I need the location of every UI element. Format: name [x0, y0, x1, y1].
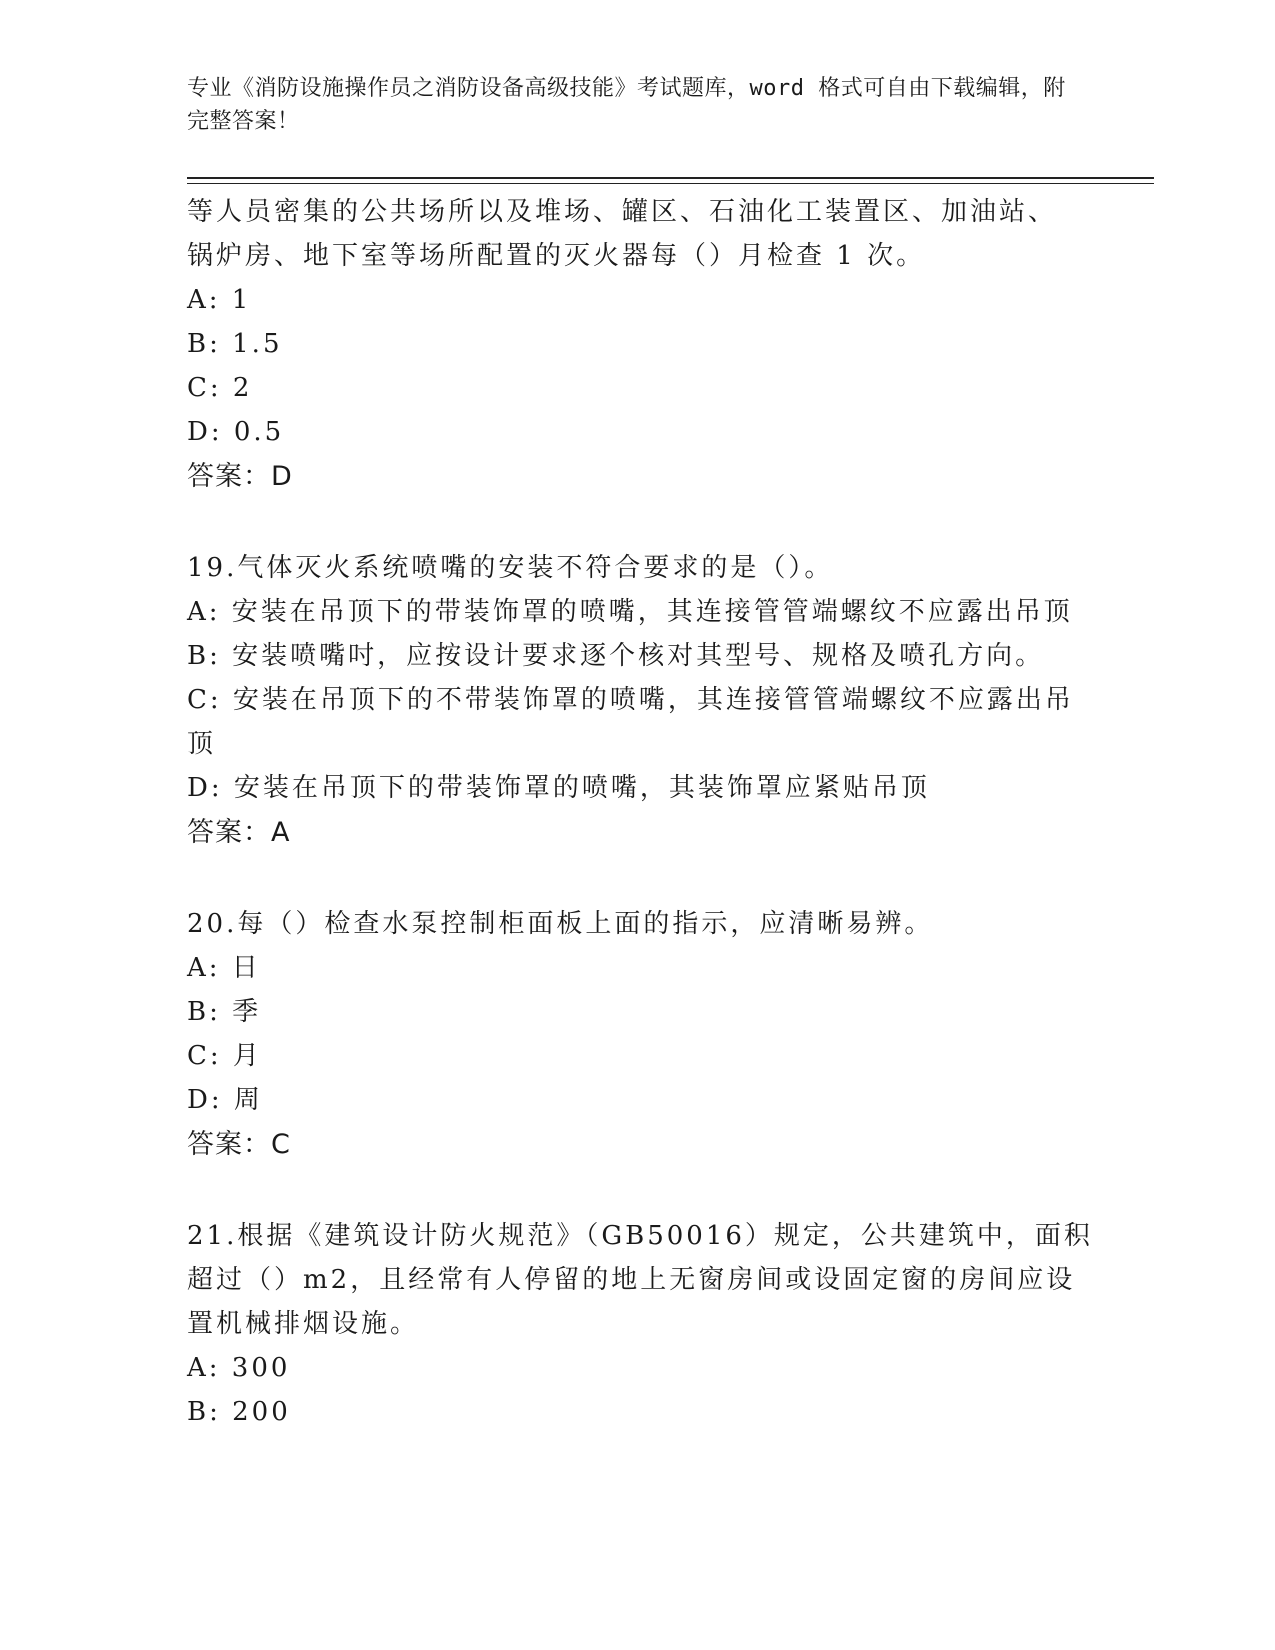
- option-c: C: 月: [187, 1041, 262, 1071]
- option-c-continuation: 顶: [187, 729, 217, 759]
- header-text: 专业《消防设施操作员之消防设备高级技能》考试题库，word 格式可自由下载编辑，附完整答案！: [187, 76, 1066, 134]
- question-stem-line: 锅炉房、地下室等场所配置的灭火器每（）月检查 1 次。: [187, 241, 926, 271]
- option-a: A: 日: [187, 953, 261, 983]
- answer: 答案：C: [187, 1129, 291, 1160]
- option-d: D: 0.5: [187, 417, 285, 447]
- question-gap: [187, 1168, 1077, 1214]
- question-20: [187, 902, 1077, 1168]
- option-d: D: 周: [187, 1085, 263, 1115]
- document-header: [187, 72, 1077, 138]
- question-gap: [187, 500, 1077, 546]
- option-b: B: 200: [187, 1397, 291, 1427]
- question-stem-line: 超过（）m2，且经常有人停留的地上无窗房间或设固定窗的房间应设: [187, 1265, 1076, 1295]
- option-a: A: 1: [187, 285, 252, 315]
- option-a: A: 300: [187, 1353, 291, 1383]
- question-21: [187, 1214, 1093, 1434]
- header-divider-thin: [187, 183, 1154, 184]
- question-19: [187, 546, 1077, 856]
- question-stem: 19.气体灭火系统喷嘴的安装不符合要求的是（）。: [187, 553, 834, 583]
- question-18: [187, 190, 1077, 500]
- option-b: B: 1.5: [187, 329, 283, 359]
- option-b: B: 安装喷嘴吋，应按设计要求逐个核对其型号、规格及喷孔方向。: [187, 641, 1045, 671]
- question-content: [187, 190, 1093, 1434]
- question-stem-line: 21.根据《建筑设计防火规范》（GB50016）规定，公共建筑中，面积: [187, 1221, 1093, 1251]
- question-stem-line: 置机械排烟设施。: [187, 1309, 420, 1339]
- option-c: C: 2: [187, 373, 253, 403]
- question-stem-line: 等人员密集的公共场所以及堆场、罐区、石油化工装置区、加油站、: [187, 197, 1058, 227]
- option-a: A: 安装在吊顶下的带装饰罩的喷嘴，其连接管管端螺纹不应露出吊顶: [187, 597, 1073, 627]
- answer: 答案：D: [187, 461, 293, 492]
- header-divider-thick: [187, 177, 1154, 179]
- option-c: C: 安装在吊顶下的不带装饰罩的喷嘴，其连接管管端螺纹不应露出吊: [187, 685, 1074, 715]
- option-d: D: 安装在吊顶下的带装饰罩的喷嘴，其装饰罩应紧贴吊顶: [187, 773, 930, 803]
- option-b: B: 季: [187, 997, 262, 1027]
- question-stem: 20.每（）检查水泵控制柜面板上面的指示，应清晰易辨。: [187, 909, 934, 939]
- answer: 答案：A: [187, 817, 291, 848]
- question-gap: [187, 856, 1077, 902]
